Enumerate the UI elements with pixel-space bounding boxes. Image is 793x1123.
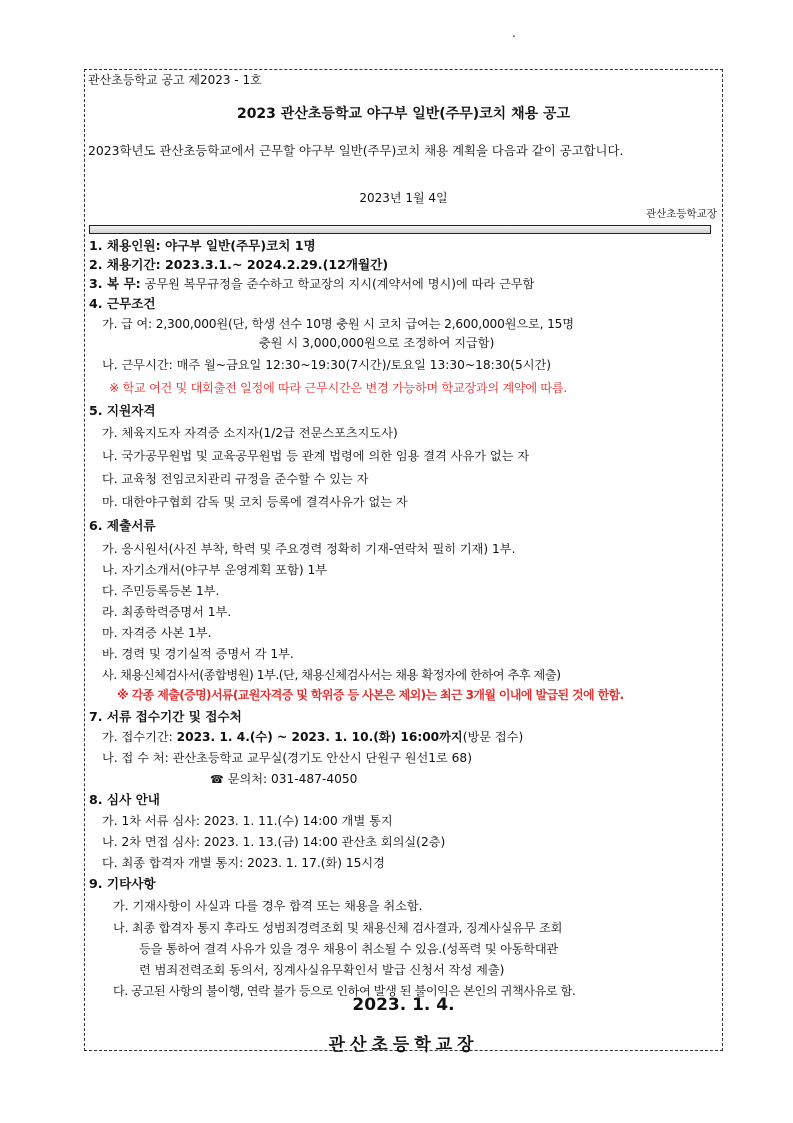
section-6-item: 라. 최종학력증명서 1부. xyxy=(102,605,232,619)
section-4-salary-cont: 충원 시 3,000,000원으로 조정하여 지급함) xyxy=(259,336,495,350)
section-1-recruit-count: 1. 채용인원: 야구부 일반(주무)코치 1명 xyxy=(89,238,316,253)
section-5-head: 5. 지원자격 xyxy=(89,403,156,418)
section-3-text: 공무원 복무규정을 준수하고 학교장의 지시(계약서에 명시)에 따라 근무함 xyxy=(140,277,535,291)
page-title: 2023 관산초등학교 야구부 일반(주무)코치 채용 공고 xyxy=(236,106,571,122)
section-7-period-note: (방문 접수) xyxy=(462,730,524,744)
section-4-head: 4. 근무조건 xyxy=(89,296,156,311)
section-7-period-label: 가. 접수기간: xyxy=(102,730,177,744)
section-3-head: 3. 복 무: xyxy=(89,276,141,291)
section-8-item: 다. 최종 합격자 개별 통지: 2023. 1. 17.(화) 15시경 xyxy=(102,856,385,870)
contact-phone: 문의처: 031-487-4050 xyxy=(227,772,358,786)
section-9-item: 다. 공고된 사항의 불이행, 연락 불가 등으로 인하여 발생 된 불이익은 본인의 귀책사유로 함. xyxy=(113,984,576,998)
section-9-item-cont: 련 범죄전력조회 동의서, 징계사실유무확인서 발급 신청서 작성 제출) xyxy=(139,963,505,977)
section-2-period: 2. 채용기간: 2023.3.1.~ 2024.2.29.(12개월간) xyxy=(89,257,389,272)
section-6-item: 바. 경력 및 경기실적 증명서 각 1부. xyxy=(102,647,294,661)
section-9-item: 나. 최종 합격자 통지 후라도 성범죄경력조회 및 채용신체 검사결과, 징계사실유무 조회 xyxy=(113,921,563,935)
section-4-hours: 나. 근무시간: 매주 월~금요일 12:30~19:30(7시간)/토요일 13:30~18:30(5시간) xyxy=(102,358,552,372)
section-5-item: 가. 체육지도자 자격증 소지자(1/2급 전문스포츠지도사) xyxy=(102,426,398,440)
section-5-item: 다. 교육청 전임코치관리 규정을 준수할 수 있는 자 xyxy=(102,472,369,486)
section-9-item-cont: 등을 통하여 결격 사유가 있을 경우 채용이 취소될 수 있음.(성폭력 및 아동학대관 xyxy=(139,942,558,956)
principal-small: 관산초등학교장 xyxy=(645,208,717,220)
notice-number: 관산초등학교 공고 제2023 - 1호 xyxy=(88,73,262,87)
intro-date: 2023년 1월 4일 xyxy=(359,191,448,205)
section-9-item: 가. 기재사항이 사실과 다를 경우 합격 또는 채용을 취소함. xyxy=(113,899,423,913)
section-6-note: ※ 각종 제출(증명)서류(교원자격증 및 학위증 등 사본은 제외)는 최근 3개월 이내에 발급된 것에 한함. xyxy=(117,688,624,702)
section-7-period-value: 2023. 1. 4.(수) ~ 2023. 1. 10.(화) 16:00까지 xyxy=(176,730,463,744)
section-7-head: 7. 서류 접수기간 및 접수처 xyxy=(89,709,242,724)
section-6-head: 6. 제출서류 xyxy=(89,518,156,533)
section-8-head: 8. 심사 안내 xyxy=(89,792,160,807)
section-5-item: 나. 국가공무원법 및 교육공무원법 등 관계 법령에 의한 임용 결격 사유가 없는 자 xyxy=(102,449,530,463)
section-6-item: 가. 응시원서(사진 부착, 학력 및 주요경력 정확히 기재-연락처 필히 기재) 1부. xyxy=(102,542,516,556)
section-6-item: 마. 자격증 사본 1부. xyxy=(102,626,212,640)
section-4-salary: 가. 급 여: 2,300,000원(단, 학생 선수 10명 충원 시 코치 급여는 2,600,000원으로, 15명 xyxy=(102,317,574,331)
section-divider-bar xyxy=(89,225,711,234)
section-6-item: 사. 채용신체검사서(종합병원) 1부.(단, 채용신체검사서는 채용 확정자에 한하여 추후 제출) xyxy=(102,668,561,682)
section-9-head: 9. 기타사항 xyxy=(89,876,156,891)
section-4-note: ※ 학교 여건 및 대회출전 일정에 따라 근무시간은 변경 가능하며 학교장과의 계약에 따름. xyxy=(109,381,567,395)
section-7-place: 나. 접 수 처: 관산초등학교 교무실(경기도 안산시 단원구 원선1로 68) xyxy=(102,751,472,765)
phone-icon: ☎ xyxy=(210,773,224,786)
section-7-contact xyxy=(210,770,357,789)
final-signature-org: 관산초등학교장 xyxy=(328,1035,479,1055)
section-3-duty xyxy=(89,275,534,293)
intro-text: 2023학년도 관산초등학교에서 근무할 야구부 일반(주무)코치 채용 계획을 다음과 같이 공고합니다. xyxy=(88,143,624,158)
section-8-item: 가. 1차 서류 심사: 2023. 1. 11.(수) 14:00 개별 통지 xyxy=(102,814,393,828)
section-6-item: 나. 자기소개서(야구부 운영계획 포함) 1부 xyxy=(102,563,328,577)
final-date: 2023. 1. 4. xyxy=(352,995,455,1015)
section-6-item: 다. 주민등록등본 1부. xyxy=(102,584,220,598)
section-7-period xyxy=(102,728,523,746)
corner-dot: . xyxy=(512,26,516,40)
section-8-item: 나. 2차 면접 심사: 2023. 1. 13.(금) 14:00 관산초 회의실(2층) xyxy=(102,835,446,849)
section-5-item: 마. 대한야구협회 감독 및 코치 등록에 결격사유가 없는 자 xyxy=(102,495,408,509)
